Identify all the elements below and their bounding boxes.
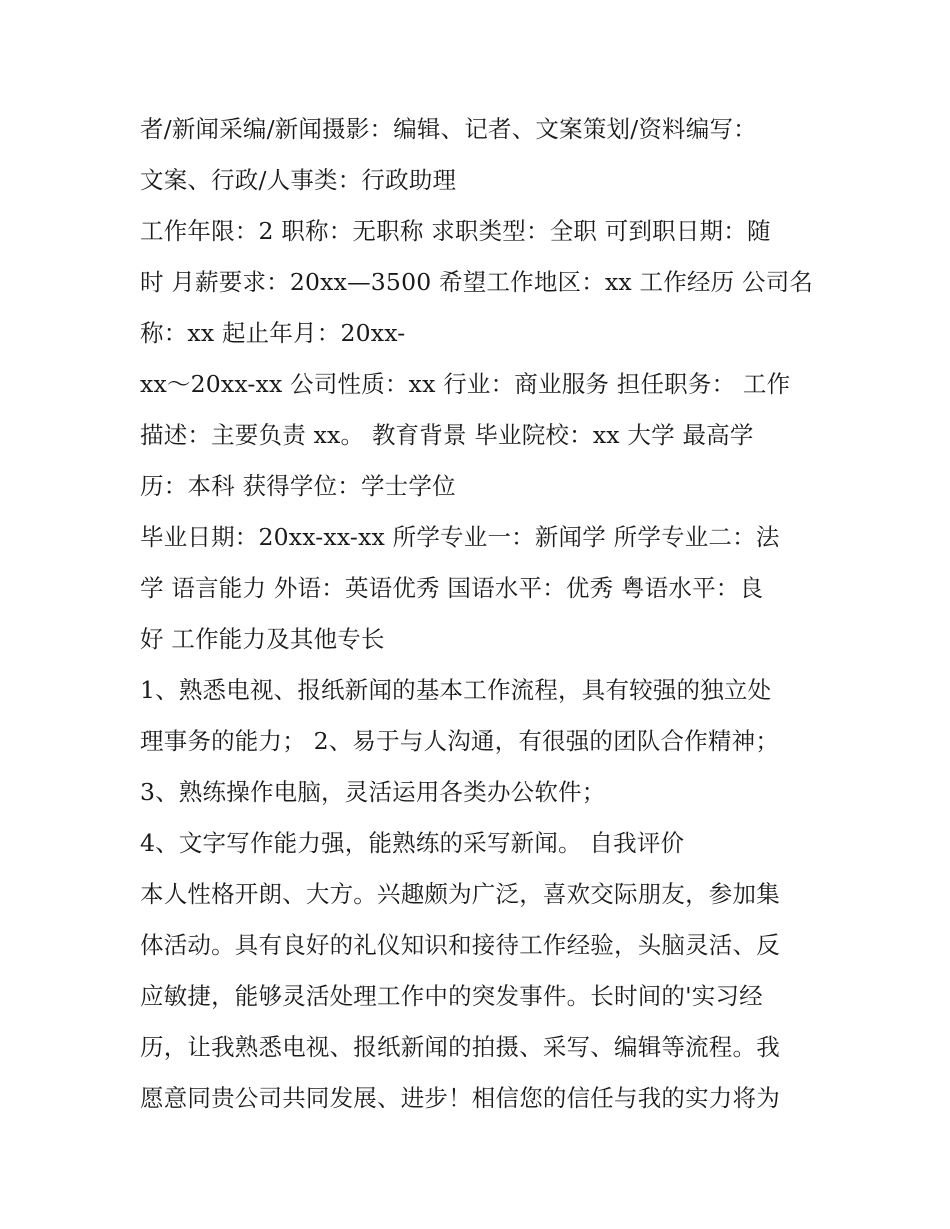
text-line: 文案、行政/人事类：行政助理 [140, 166, 457, 194]
text-line: 好 工作能力及其他专长 [140, 625, 385, 653]
text-line: 愿意同贵公司共同发展、进步！相信您的信任与我的实力将为 [140, 1084, 780, 1112]
text-line: 4、文字写作能力强，能熟练的采写新闻。 自我评价 [140, 829, 685, 857]
text-line: 者/新闻采编/新闻摄影：编辑、记者、文案策划/资料编写： [140, 115, 757, 143]
text-line: 工作年限：2 职称：无职称 求职类型：全职 可到职日期：随 [140, 217, 771, 245]
text-line: 描述：主要负责 xx。 教育背景 毕业院校：xx 大学 最高学 [140, 421, 754, 449]
text-line: 历，让我熟悉电视、报纸新闻的拍摄、采写、编辑等流程。我 [140, 1033, 780, 1061]
text-line: 应敏捷，能够灵活处理工作中的突发事件。长时间的'实习经 [140, 982, 763, 1010]
text-line: 历：本科 获得学位：学士学位 [140, 472, 456, 500]
text-line: 理事务的能力； 2、易于与人沟通，有很强的团队合作精神； [140, 727, 780, 755]
text-line: 3、熟练操作电脑，灵活运用各类办公软件； [140, 778, 606, 806]
text-line: 1、熟悉电视、报纸新闻的基本工作流程，具有较强的独立处 [140, 676, 772, 704]
text-line: 本人性格开朗、大方。兴趣颇为广泛，喜欢交际朋友，参加集 [140, 880, 780, 908]
text-line: 毕业日期：20xx-xx-xx 所学专业一：新闻学 所学专业二：法 [140, 523, 780, 551]
text-line: 体活动。具有良好的礼仪知识和接待工作经验，头脑灵活、反 [140, 931, 780, 959]
text-line: xx～20xx-xx 公司性质：xx 行业：商业服务 担任职务： 工作 [140, 370, 791, 398]
text-line: 学 语言能力 外语：英语优秀 国语水平：优秀 粤语水平：良 [140, 574, 764, 602]
document-body [140, 104, 820, 1124]
text-line: 称：xx 起止年月：20xx- [140, 319, 406, 347]
text-line: 时 月薪要求：20xx—3500 希望工作地区：xx 工作经历 公司名 [140, 268, 814, 296]
